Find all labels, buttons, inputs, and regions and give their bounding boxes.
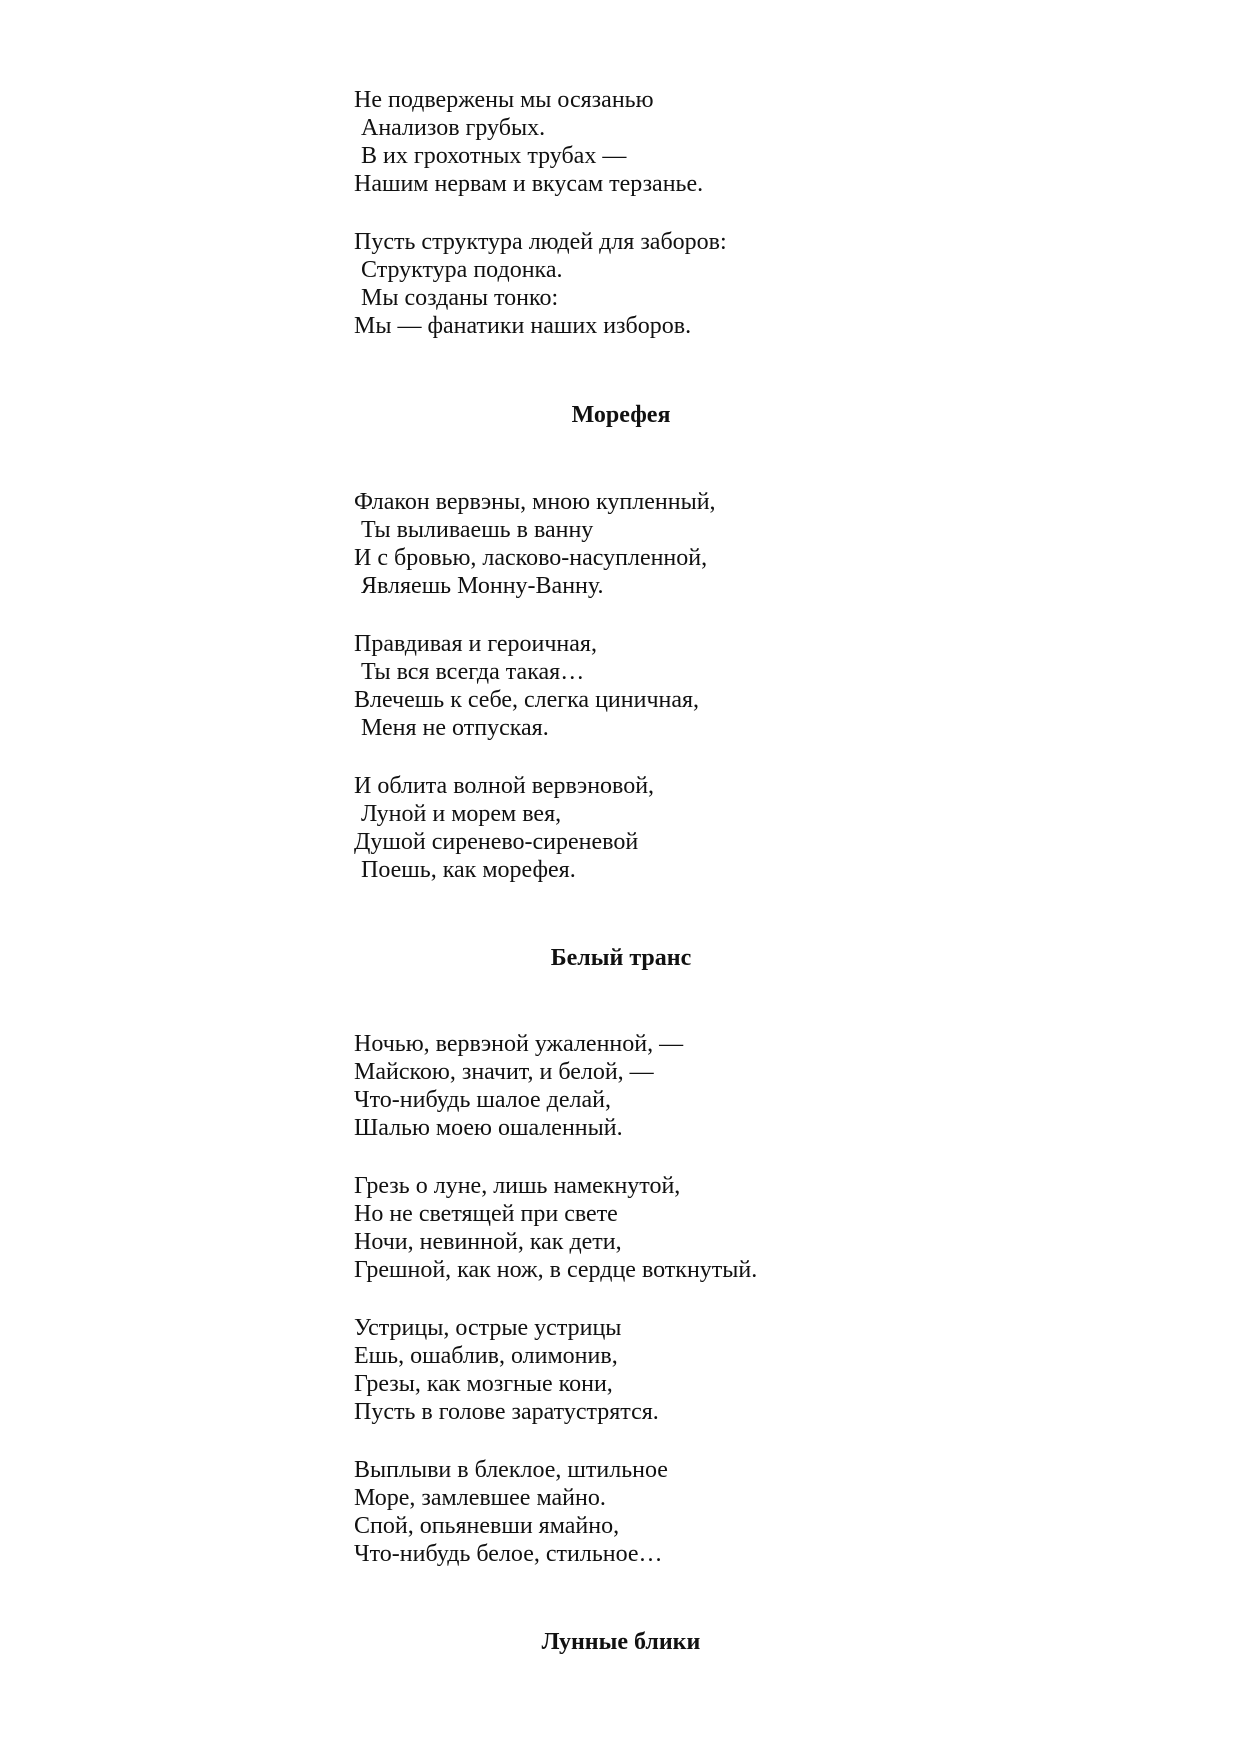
poem-line: Шалью моею ошаленный. — [354, 1115, 623, 1141]
poem-line: Ты вся всегда такая… — [361, 659, 585, 685]
poem-line: Пусть в голове заратустрятся. — [354, 1399, 659, 1425]
poem-line: Являешь Монну-Ванну. — [361, 573, 604, 599]
poem-line: Меня не отпуская. — [361, 715, 549, 741]
poem-line: Ночи, невинной, как дети, — [354, 1229, 622, 1255]
poem-line: Ты выливаешь в ванну — [361, 517, 594, 543]
poem-line: Поешь, как морефея. — [361, 857, 576, 883]
poem-line: Структура подонка. — [361, 257, 563, 283]
poem-title: Лунные блики — [541, 1629, 701, 1655]
poem-line: Душой сиренево-сиреневой — [354, 829, 639, 855]
poem-line: Ешь, ошаблив, олимонив, — [354, 1343, 618, 1369]
poem-line: Правдивая и героичная, — [354, 631, 597, 657]
poem-line: Выплыви в блеклое, штильное — [354, 1457, 668, 1483]
poem-line: Что-нибудь белое, стильное… — [354, 1541, 663, 1567]
poem-line: Майскою, значит, и белой, — — [354, 1059, 654, 1085]
poem-line: Грезы, как мозгные кони, — [354, 1371, 613, 1397]
poem-line: Спой, опьяневши ямайно, — [354, 1513, 620, 1539]
poem-line: Анализов грубых. — [361, 115, 546, 141]
poem-line: Но не светящей при свете — [354, 1201, 618, 1227]
poem-line: Влечешь к себе, слегка циничная, — [354, 687, 700, 713]
poem-line: Нашим нервам и вкусам терзанье. — [354, 171, 704, 197]
poem-line: Флакон вервэны, мною купленный, — [354, 489, 716, 515]
poem-line: Грезь о луне, лишь намекнутой, — [354, 1173, 681, 1199]
poem-line: Ночью, вервэной ужаленной, — — [354, 1031, 684, 1057]
poem-line: И с бровью, ласково-насупленной, — [354, 545, 708, 571]
poem-title: Морефея — [571, 402, 671, 428]
poem-line: Пусть структура людей для заборов: — [354, 229, 727, 255]
poem-line: Не подвержены мы осязанью — [354, 87, 654, 113]
poem-line: Море, замлевшее майно. — [354, 1485, 606, 1511]
poem-title: Белый транс — [550, 945, 692, 971]
poem-line: Луной и морем вея, — [361, 801, 562, 827]
poem-line: И облита волной вервэновой, — [354, 773, 655, 799]
poem-line: Устрицы, острые устрицы — [354, 1315, 622, 1341]
poem-line: Грешной, как нож, в сердце воткнутый. — [354, 1257, 758, 1283]
poem-line: Что-нибудь шалое делай, — [354, 1087, 611, 1113]
poem-line: Мы — фанатики наших изборов. — [354, 313, 692, 339]
poem-line: Мы созданы тонко: — [361, 285, 559, 311]
poem-line: В их грохотных трубах — — [361, 143, 627, 169]
